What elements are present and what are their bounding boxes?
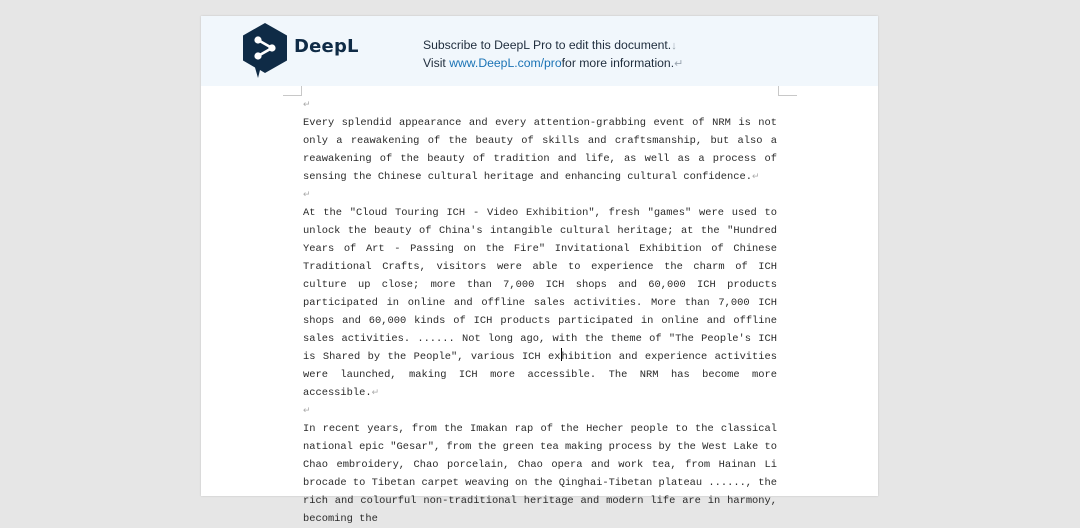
empty-paragraph-mark: ↵ — [303, 406, 311, 416]
notice-line-2 — [423, 55, 683, 73]
subscribe-notice — [423, 37, 683, 73]
empty-paragraph-mark: ↵ — [303, 190, 311, 200]
paragraph-text: Every splendid appearance and every attention-grabbing event of NRM is not only a reawakening of the beauty of skills and craftsmanship, but also a reawakening of the beauty of tradition and life, as well as a process of sensing the Chinese cultural heritage and enhancing cultural confidence. — [303, 117, 777, 183]
paragraph-text: At the "Cloud Touring ICH - Video Exhibition", fresh "games" were used to unlock the beauty of China's intangible cultural heritage; at the "Hundred Years of Art - Passing on the Fire" Invitational Exhibition of Chinese Traditional Crafts, visitors were able to experience the charm of ICH culture up close; more than 7,000 ICH shops and 60,000 ICH products participated in online and offline sales activities. More than 7,000 ICH shops and 60,000 kinds of ICH products participated in online and offline sales activities. ...... Not long ago, with the theme of "The People's ICH is Shared by the People", various ICH ex — [303, 207, 777, 363]
paragraph-mark: ↵ — [674, 58, 684, 70]
paragraph-text: In recent years, from the Imakan rap of the Hecher people to the classical national epic "Gesar", from the green tea making process by the West Lake to Chao embroidery, Chao porcelain, Chao opera and work tea, from Hainan Li brocade to Tibetan carpet weaving on the Qinghai-Tibetan plateau ......, the rich and colourful non-traditional heritage and modern life are in harmony, becoming the — [303, 423, 777, 525]
document-body[interactable] — [303, 96, 777, 528]
paragraph-2[interactable] — [303, 204, 777, 402]
paragraph-end-mark: ↵ — [751, 172, 760, 182]
line-break-mark: ↓ — [671, 40, 677, 52]
empty-paragraph-mark: ↵ — [303, 100, 311, 110]
paragraph-end-mark: ↵ — [371, 388, 380, 398]
document-page — [201, 16, 878, 525]
deepl-pro-link[interactable]: www.DeepL.com/pro — [449, 56, 562, 70]
margin-corner-mark-right — [778, 86, 797, 96]
notice-text: Subscribe to DeepL Pro to edit this document. — [423, 38, 672, 52]
margin-corner-mark-left — [283, 86, 302, 96]
notice-suffix: for more information. — [561, 56, 675, 70]
deepl-banner — [201, 16, 878, 86]
deepl-brand-name: DeepL — [294, 36, 359, 57]
paragraph-text: hibition and experience activities were launched, making ICH more accessible. The NRM has become more accessible. — [303, 351, 777, 399]
notice-prefix: Visit — [423, 56, 450, 70]
notice-line-1 — [423, 37, 683, 55]
paragraph-3[interactable] — [303, 420, 777, 528]
paragraph-1[interactable] — [303, 114, 777, 186]
deepl-logo-icon — [242, 23, 288, 78]
